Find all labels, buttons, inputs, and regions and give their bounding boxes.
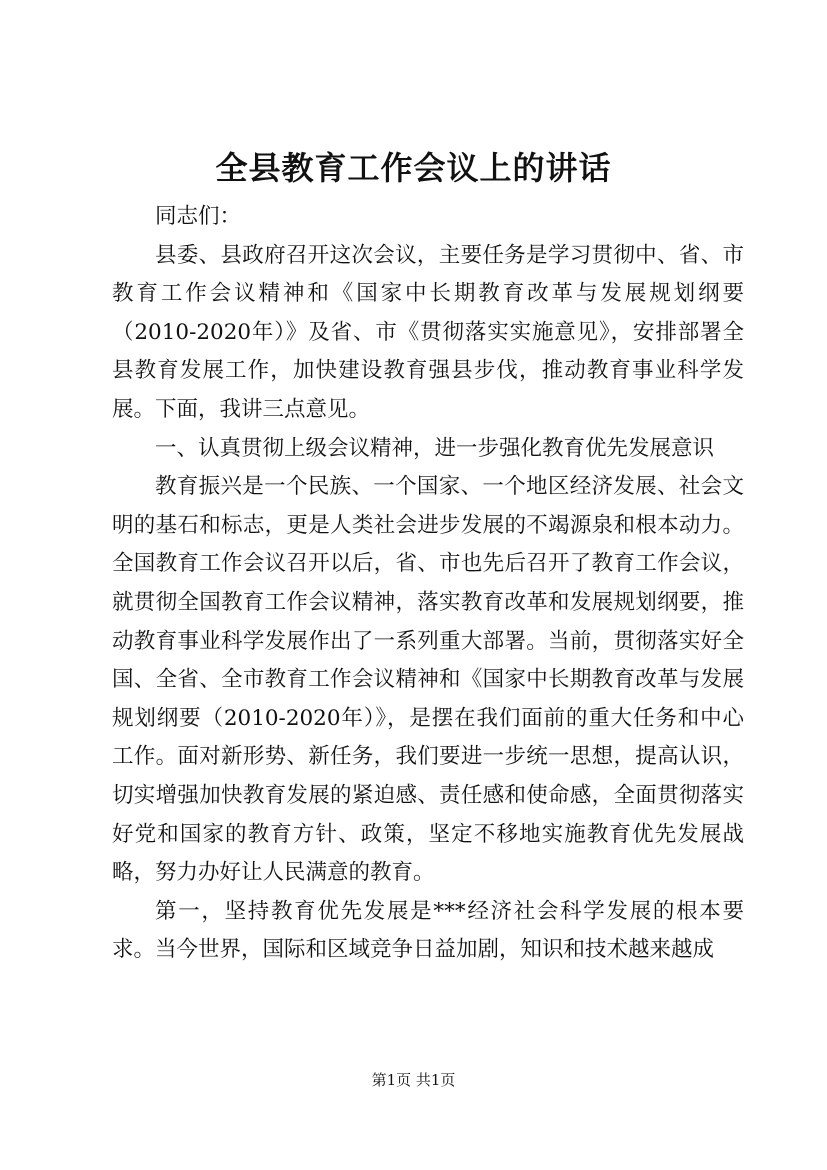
section-heading-1: 一、认真贯彻上级会议精神，进一步强化教育优先发展意识 [155, 435, 715, 461]
paragraph-salutation: 同志们： [155, 204, 242, 229]
page-footer: 第1页 共1页 [371, 1071, 456, 1089]
document-body [112, 198, 744, 970]
paragraph-section-1: 教育振兴是一个民族、一个国家、一个地区经济发展、社会文明的基石和标志，更是人类社会进步发展的不竭源泉和根本动力。全国教育工作会议召开以后，省、市也先后召开了教育工作会议，就贯彻全国教育工作会议精神，落实教育改革和发展规划纲要，推动教育事业科学发展作出了一系列重大部署。当前，贯彻落实好全国、全省、全市教育工作会议精神和《国家中长期教育改革与发展规划纲要（2010-2020年）》，是摆在我们面前的重大任务和中心工作。面对新形势、新任务，我们要进一步统一思想，提高认识，切实增强加快教育发展的紧迫感、责任感和使命感，全面贯彻落实好党和国家的教育方针、政策，坚定不移地实施教育优先发展战略，努力办好让人民满意的教育。 [112, 474, 744, 886]
paragraph-intro: 县委、县政府召开这次会议，主要任务是学习贯彻中、省、市教育工作会议精神和《国家中长期教育改革与发展规划纲要（2010-2020年）》及省、市《贯彻落实实施意见》，安排部署全县教育发展工作，加快建设教育强县步伐，推动教育事业科学发展。下面，我讲三点意见。 [112, 242, 744, 422]
document-title: 全县教育工作会议上的讲话 [215, 149, 612, 187]
paragraph-point-1: 第一，坚持教育优先发展是***经济社会科学发展的根本要求。当今世界，国际和区域竞争日益加剧，知识和技术越来越成 [112, 898, 744, 963]
